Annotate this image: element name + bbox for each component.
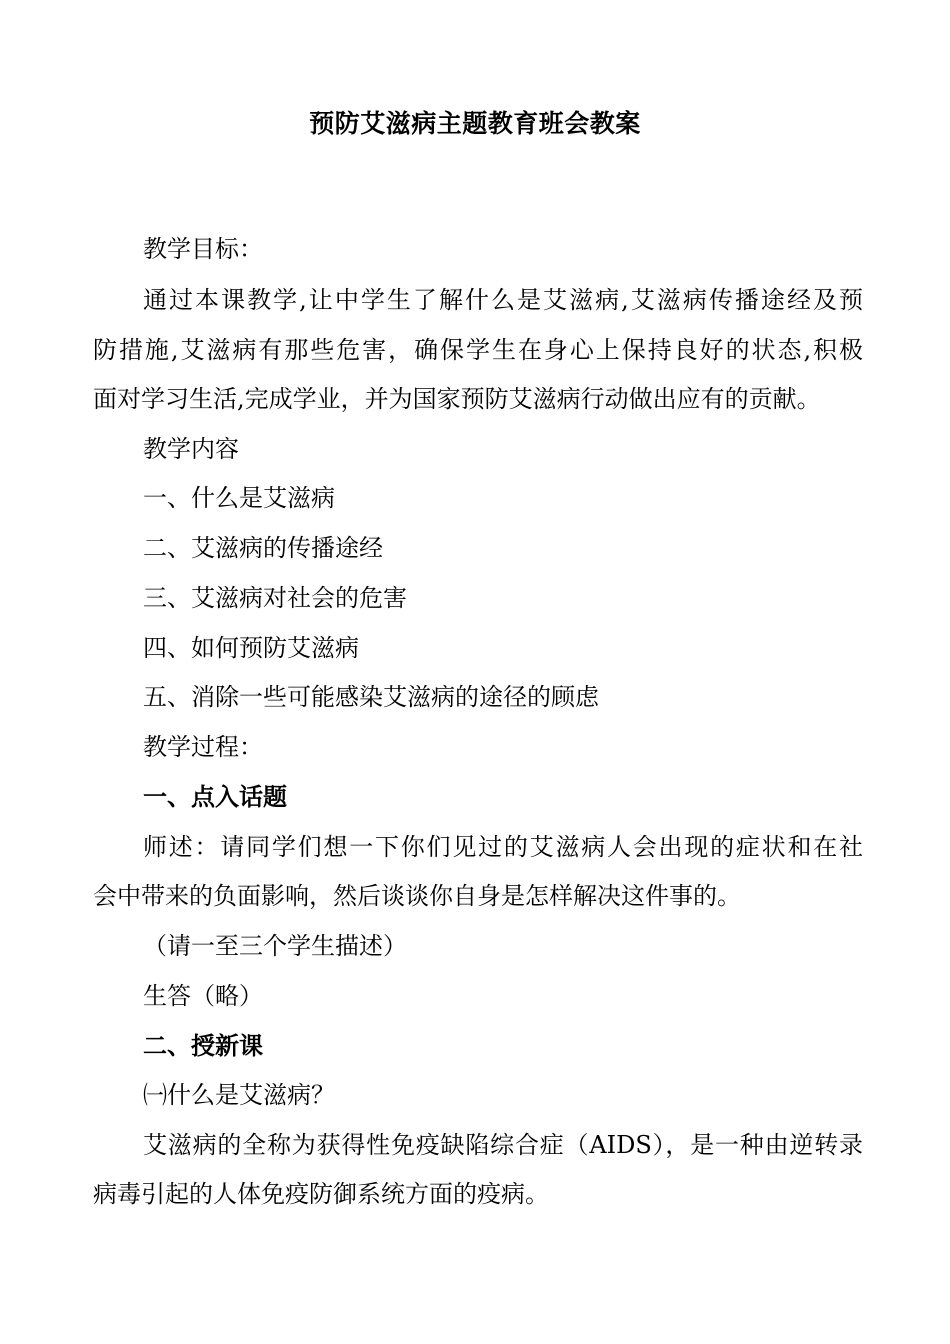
content-item-2: 二、艾滋病的传播途经: [143, 534, 383, 562]
section2-heading: 二、授新课: [143, 1032, 263, 1060]
content-item-5: 五、消除一些可能感染艾滋病的途径的顾虑: [143, 683, 599, 711]
section1-paragraph-line-1: 师述：请同学们想一下你们见过的艾滋病人会出现的症状和在社: [143, 833, 863, 861]
document-title: 预防艾滋病主题教育班会教案: [309, 109, 641, 138]
content-item-3: 三、艾滋病对社会的危害: [143, 584, 407, 612]
objective-paragraph-line-2: 防措施,艾滋病有那些危害，确保学生在身心上保持良好的状态,积极: [93, 336, 863, 364]
section1-heading: 一、点入话题: [143, 783, 287, 811]
subsection1-heading: ㈠什么是艾滋病？: [143, 1081, 335, 1109]
content-heading: 教学内容: [143, 435, 239, 463]
content-item-1: 一、什么是艾滋病: [143, 484, 335, 512]
subsection1-paragraph-line-1: 艾滋病的全称为获得性免疫缺陷综合症（AIDS），是一种由逆转录: [143, 1131, 863, 1159]
section1-note: （请一至三个学生描述）: [143, 932, 407, 960]
objective-paragraph-line-3: 面对学习生活,完成学业，并为国家预防艾滋病行动做出应有的贡献。: [93, 385, 821, 413]
objective-paragraph-line-1: 通过本课教学,让中学生了解什么是艾滋病,艾滋病传播途经及预: [143, 286, 863, 314]
subsection1-paragraph-line-2: 病毒引起的人体免疫防御系统方面的疫病。: [93, 1180, 549, 1208]
process-heading: 教学过程：: [143, 733, 263, 761]
section1-answer: 生答（略）: [143, 982, 263, 1010]
content-item-4: 四、如何预防艾滋病: [143, 634, 359, 662]
section1-paragraph-line-2: 会中带来的负面影响，然后谈谈你自身是怎样解决这件事的。: [93, 882, 741, 910]
objective-heading: 教学目标：: [143, 235, 263, 263]
